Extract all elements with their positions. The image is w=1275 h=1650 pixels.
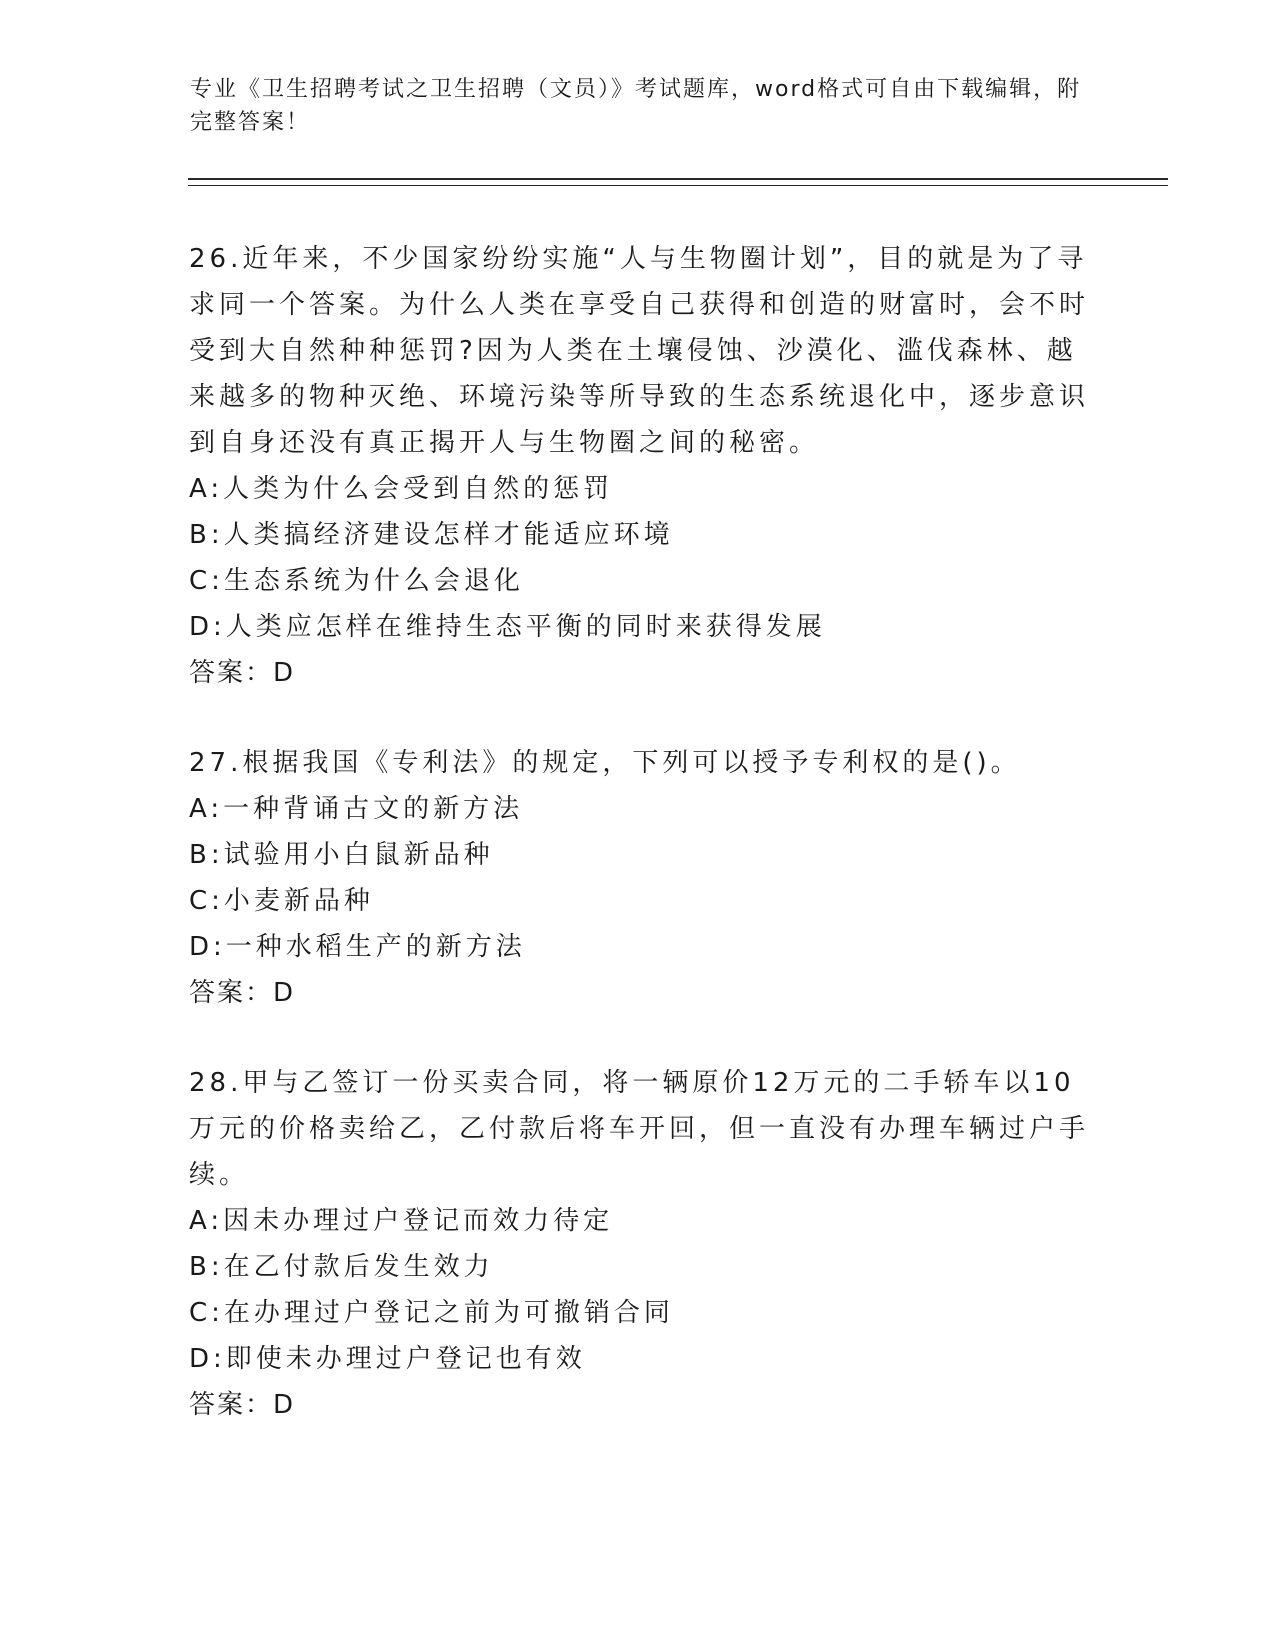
question-stem: 27.根据我国《专利法》的规定，下列可以授予专利权的是()。 bbox=[189, 748, 1021, 778]
question-list bbox=[189, 236, 1089, 1472]
question-stem: 26.近年来，不少国家纷纷实施“人与生物圈计划”，目的就是为了寻求同一个答案。为什么人类在享受自己获得和创造的财富时，会不时受到大自然种种惩罚?因为人类在土壤侵蚀、沙漠化、滥伐森林、越来越多的物种灭绝、环境污染等所导致的生态系统退化中，逐步意识到自身还没有真正揭开人与生物圈之间的秘密。 bbox=[189, 244, 1090, 458]
question-item bbox=[189, 1060, 1089, 1428]
header-divider bbox=[188, 178, 1168, 186]
question-answer: 答案：D bbox=[189, 978, 296, 1008]
question-option: B:试验用小白鼠新品种 bbox=[189, 840, 494, 870]
question-option: D:一种水稻生产的新方法 bbox=[189, 932, 526, 962]
question-option: A:因未办理过户登记而效力待定 bbox=[189, 1206, 614, 1236]
question-option: D:即使未办理过户登记也有效 bbox=[189, 1344, 586, 1374]
page-header-text: 专业《卫生招聘考试之卫生招聘（文员）》考试题库，word格式可自由下载编辑，附完整答案！ bbox=[190, 77, 1082, 135]
question-answer: 答案：D bbox=[189, 658, 296, 688]
question-item bbox=[189, 236, 1089, 696]
question-option: A:人类为什么会受到自然的惩罚 bbox=[189, 474, 614, 504]
question-option: C:在办理过户登记之前为可撤销合同 bbox=[189, 1298, 674, 1328]
question-option: D:人类应怎样在维持生态平衡的同时来获得发展 bbox=[189, 612, 826, 642]
question-option: B:人类搞经济建设怎样才能适应环境 bbox=[189, 520, 674, 550]
question-stem: 28.甲与乙签订一份买卖合同，将一辆原价12万元的二手轿车以10万元的价格卖给乙，乙付款后将车开回，但一直没有办理车辆过户手续。 bbox=[189, 1068, 1090, 1190]
question-option: C:小麦新品种 bbox=[189, 886, 374, 916]
question-option: B:在乙付款后发生效力 bbox=[189, 1252, 494, 1282]
question-answer: 答案：D bbox=[189, 1390, 296, 1420]
question-option: A:一种背诵古文的新方法 bbox=[189, 794, 524, 824]
question-item bbox=[189, 740, 1089, 1016]
question-option: C:生态系统为什么会退化 bbox=[189, 566, 524, 596]
